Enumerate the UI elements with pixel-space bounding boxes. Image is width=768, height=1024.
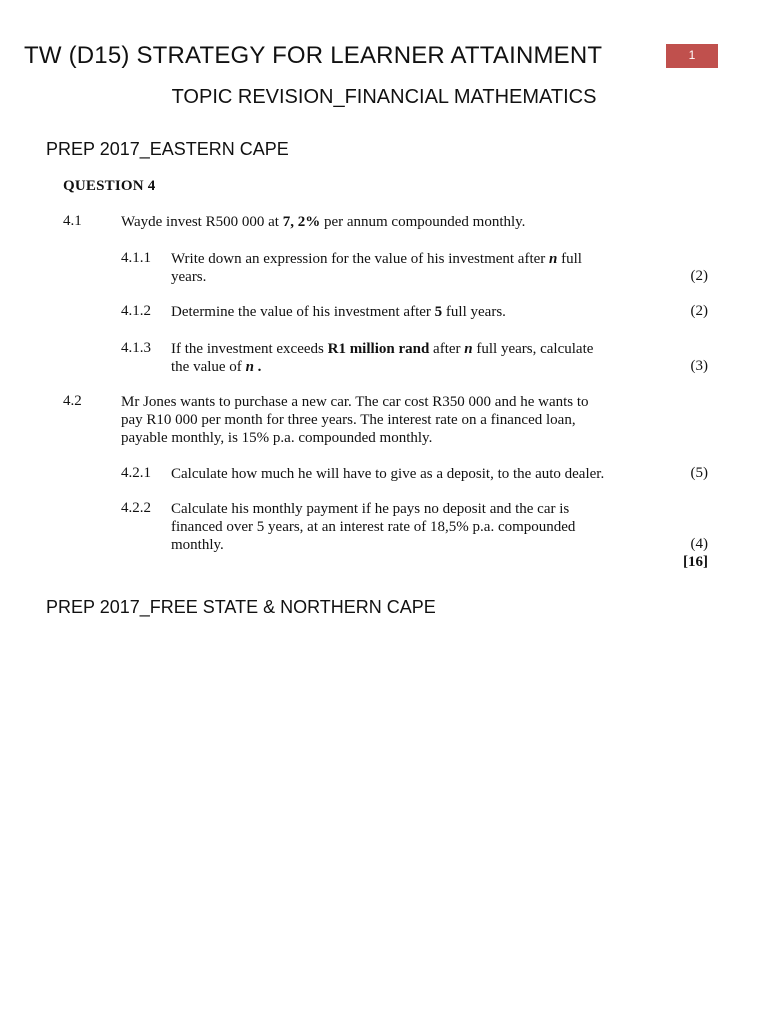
marks-allocation: (3) — [690, 358, 708, 374]
subquestion-text: Calculate his monthly payment if he pays no deposit and the car is financed over 5 years, at an interest rate of 18,5% p.a. compounded monthly. — [171, 501, 576, 553]
subquestion-number: 4.1.3 — [121, 340, 151, 356]
document-title: TW (D15) STRATEGY FOR LEARNER ATTAINMENT — [24, 42, 603, 69]
document-subtitle: TOPIC REVISION_FINANCIAL MATHEMATICS — [171, 86, 597, 108]
question-number: 4.2 — [63, 393, 82, 409]
marks-allocation: (4) — [690, 536, 708, 552]
section-heading-free-state: PREP 2017_FREE STATE & NORTHERN CAPE — [46, 597, 436, 617]
question-number: 4.1 — [63, 213, 82, 229]
marks-allocation: (5) — [690, 465, 708, 481]
subquestion-number: 4.1.2 — [121, 303, 151, 319]
subquestion-text: Write down an expression for the value of his investment after n full years. — [171, 251, 582, 285]
marks-allocation: (2) — [690, 303, 708, 319]
question-total-marks: [16] — [683, 554, 708, 570]
question-title: QUESTION 4 — [63, 178, 156, 194]
subquestion-number: 4.2.2 — [121, 500, 151, 516]
question-text: Wayde invest R500 000 at 7, 2% per annum compounded monthly. — [121, 214, 526, 230]
section-heading-eastern-cape: PREP 2017_EASTERN CAPE — [46, 139, 289, 159]
subquestion-text: If the investment exceeds R1 million rand after n full years, calculate the value of n . — [171, 341, 594, 375]
subquestion-text: Determine the value of his investment after 5 full years. — [171, 304, 506, 320]
subquestion-text: Calculate how much he will have to give as a deposit, to the auto dealer. — [171, 466, 605, 482]
subquestion-number: 4.2.1 — [121, 465, 151, 481]
subquestion-number: 4.1.1 — [121, 250, 151, 266]
question-text: Mr Jones wants to purchase a new car. The car cost R350 000 and he wants to pay R10 000 per month for three years. The interest rate on a financed loan, payable monthly, is 15% p.a. compounded monthly. — [121, 394, 589, 446]
page-number-badge: 1 — [666, 44, 718, 68]
marks-allocation: (2) — [690, 268, 708, 284]
